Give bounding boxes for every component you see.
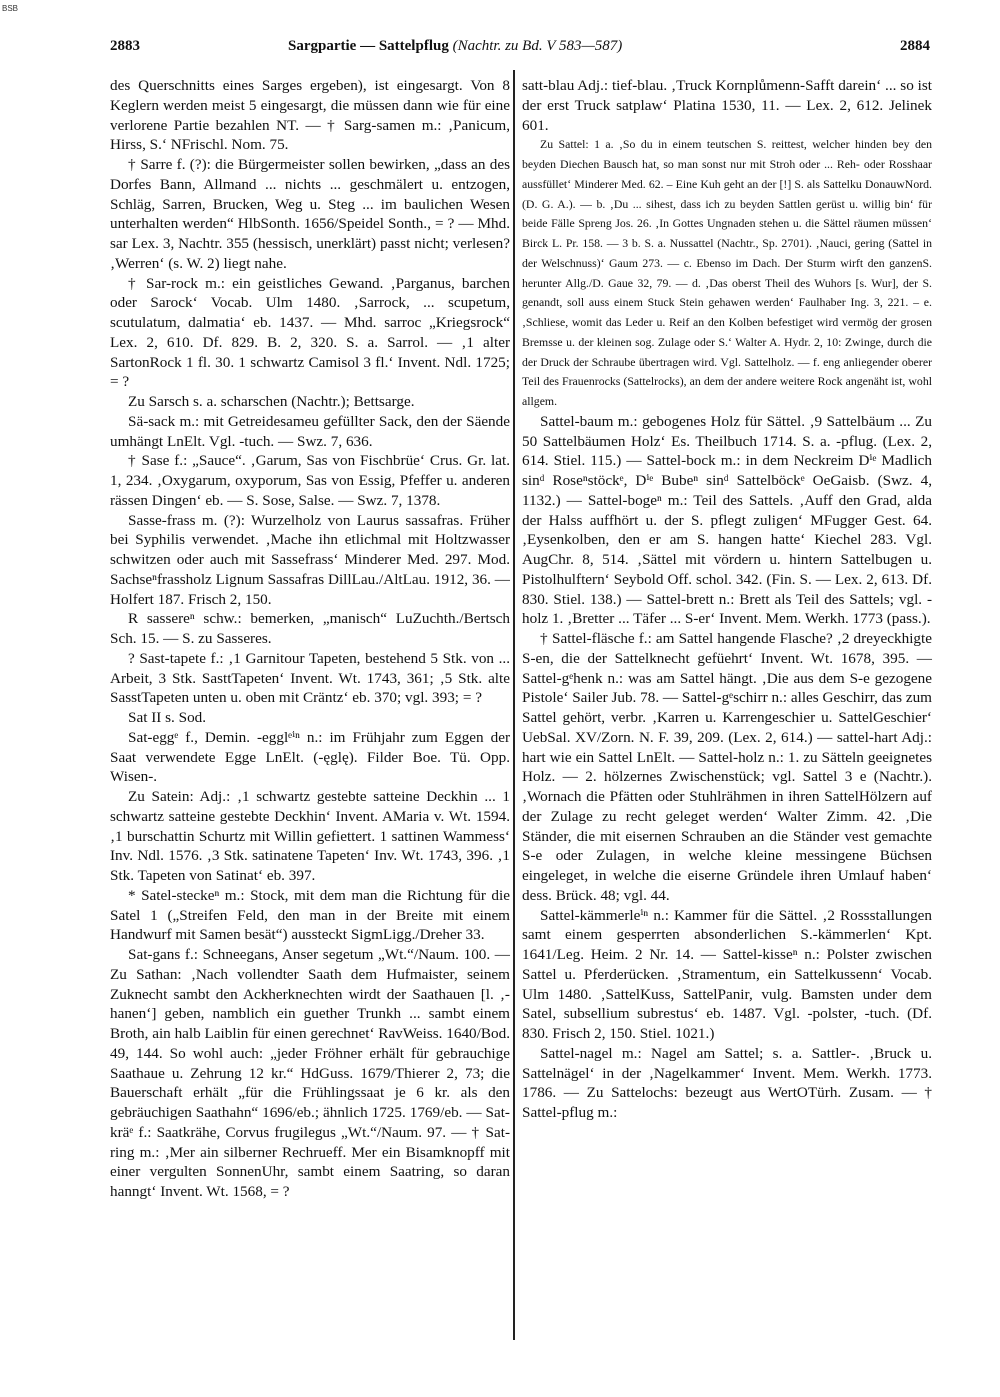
dictionary-entry: Sattel-nagel m.: Nagel am Sattel; s. a. Sattler-. ‚Bruck u. Sattelnägel‘ in der ‚Nagelkammer‘ Invent. Mem. Werkh. 1773. 1786. — Zu Sattelochs: bezeugt aus WertOTürh. Zusam. — † Sattel-pflug m.: [522, 1044, 932, 1121]
dictionary-entry: † Sattel-fläsche f.: am Sattel hangende Flasche? ‚2 dreyeckhigte S-en, die der Sattelknecht gefüehrt‘ Invent. Wt. 1678, 395. — Sattel-gᵉhenk n.: was am Sattel hängt. ‚Die aus dem S-e gezogene Pistole‘ Sailer Jub. 78. — Sattel-gᵉschirr n.: alles Geschirr, das zum Sattel gehört, verbr. ‚Karren u. Karrengeschier u. SattelGeschier‘ UebSal. XV/Zorn. N. F. 39, 209. (Lex. 2, 614.) — sattel-hart Adj.: hart wie ein Sattel LnElt. — Sattel-holz n.: 1. zu Sätteln geeignetes Holz. — 2. hölzernes Zwischenstück; vgl. Sattel 3 e (Nachtr.). ‚Wornach die Pfätten oder Stuhlrähmen in ihren SattelHölzern auf der Zulage zu recht geleget werden‘ Walter Zimm. 42. ‚Die Ständer, die mit eisernen Schrauben an die Ständer vest gemachte S-e oder Zulagen, in welche kleine messingene Büchsen eingeleget, in welche die eiserne Gründele ihren Umlauf haben‘ dess. Brück. 48; vgl. 44. [522, 630, 932, 904]
dictionary-entry: Zu Sattel: 1 a. ‚So du in einem teutschen S. reittest, welcher hinden bey den beyden Diechen Bausch hat, so man sonst nur mit Stroh oder ... Reh- oder Rosshaar aussfüllet‘ Minderer Med. 62. – Eine Kuh geht an der [!] S. als Sattelku DonauwNord. (D. G. A.). — b. ‚Du ... sihest, dass ich zu beyden Sattlen gerüst u. willig bin‘ für beide Fälle Spreng Jos. 26. ‚In Gottes Ungnaden stehen u. die Sättel räumen müssen‘ Birck L. Pr. 158. — 3 b. S. a. Nussattel (Nachtr., Sp. 2701). ‚Nauci, gering (Sattel in der Welschnuss)‘ Gaum 273. — c. Ebenso im Dach. Der Sturm wirft den ganzenS. herunter Allg./D. Gaue 32, 79. — d. ‚Das oberst Theil des Wuhors [s. Wur], der S. genandt, soll auss einem Stuck Stein gehawen werden‘ Faulhaber Ing. 3, 221. – e. ‚Schliese, womit das Leder u. Reif an den Kolben befestiget wird vermög der grosen Bremsse u. der kleinen sog. Zulage oder S.‘ Walter A. Hydr. 2, 10: Zwinge, durch die der Druck der Schraube übertragen wird. Vgl. Sattelholz. — f. eng anliegender oberer Teil des Frauenrocks (Sattelrocks), an dem der andere weitere Rock angenäht ist, wohl allgem. [522, 137, 932, 408]
dictionary-entry: Sattel-kämmerleⁱⁿ n.: Kammer für die Sättel. ‚2 Rossstallungen samt einem gesperrten absonderlichen S.-kämmerlen‘ Kpt. 1641/Leg. Heim. 2 Nr. 14. — Sattel-kisseⁿ n.: Polster zwischen Sattel u. Pferderücken. ‚Stramentum, ein Sattelkussenn‘ Vocab. Ulm 1480. ‚SattelKuss, SattelPanir, vulg. Bamsten under dem Satel, subsellium subrestus‘ eb. 1487. Vgl. -polster, -tuch. (Df. 830. Frisch 2, 150. Stiel. 1021.) [522, 906, 932, 1042]
dictionary-entry: † Sarre f. (?): die Bürgermeister sollen bewirken, „dass an des Dorfes Bann, Allmand ... nichts ... geschmälert u. entzogen, Schläg, Sarren, Brucken, Weg u. Steg ... im baulichen Wesen unterhalten werden“ HlbSonth. 1656/Speidel Sonth., = ? — Mhd. sar Lex. 3, Nachtr. 355 (hessisch, unerklärt) passt nicht; verlesen? ‚Werren‘ (s. W. 2) liegt nahe. [110, 156, 510, 272]
page-number-left: 2883 [110, 38, 140, 54]
title-reference: (Nachtr. zu Bd. V 583—587) [452, 38, 623, 54]
library-stamp: BSB [2, 4, 19, 13]
dictionary-entry: Sat-eggᵉ f., Demin. -egglᵉⁱⁿ n.: im Frühjahr zum Eggen der Saat verwendete Egge LnElt. (-ęglę). Filder Boe. Tü. Opp. Wisen-. [110, 728, 510, 786]
dictionary-entry: Sä-sack m.: mit Getreidesameu gefüllter Sack, den der Säende umhängt LnElt. Vgl. -tuch. — Swz. 7, 636. [110, 412, 510, 450]
dictionary-entry: † Sase f.: „Sauce“. ‚Garum, Sas von Fischbrüe‘ Crus. Gr. lat. 1, 234. ‚Oxygarum, oxyporum, Sas von Essig, Pfeffer u. anderen rässen Dingen‘ eb. — S. Sose, Salse. — Swz. 7, 1378. [110, 452, 510, 509]
dictionary-entry: Sattel-baum m.: gebogenes Holz für Sättel. ‚9 Sattelbäum ... Zu 50 Sattelbäumen Holz‘ Es. Theilbuch 1714. S. a. -pflug. (Lex. 2, 614. Stiel. 115.) — Sattel-bock m.: in dem Neckreim Dⁱᵉ Madlich sinᵈ Roseⁿstöckᵉ, Dⁱᵉ Bubeⁿ sinᵈ Sattelböckᵉ OeGaisb. (Swz. 4, 1132.) — Sattel-bogeⁿ m.: Teil des Sattels. ‚Auff den Grad, alda der Halss auffhört u. der S. pflegt zuligen‘ MFugger Gest. 64. ‚Eysenkolben, den er am S. hangen hatte‘ Kiechel 283. Vgl. AugChr. 8, 514. ‚Sättel mit vördern u. hintern Sattelbugen u. Pistolhulftern‘ Seybold Off. schol. 342. (Fin. S. — Lex. 2, 613. Df. 830. Stiel. 138.) — Sattel-brett n.: Brett als Teil des Sattels; vgl. -holz 1. ‚Bretter ... Täfer ... S-er‘ Invent. Mem. Werkh. 1773 (pass.). [522, 412, 932, 628]
dictionary-entry: Sat II s. Sod. [128, 709, 207, 726]
dictionary-entry: R sassereⁿ schw.: bemerken, „manisch“ LuZuchth./Bertsch Sch. 15. — S. zu Sasseres. [110, 610, 510, 647]
page-number-right: 2884 [900, 38, 930, 54]
dictionary-entry: Zu Sarsch s. a. scharschen (Nachtr.); Bettsarge. [128, 393, 415, 410]
dictionary-entry: ? Sast-tapete f.: ‚1 Garnitour Tapeten, bestehend 5 Stk. von ... Arbeit, 3 Stk. SasttTapeten‘ Invent. Wt. 1743, 361; ‚5 Stk. alte SasstTapeten unten u. oben mit Cräntz‘ eb. 370; vgl. 393; = ? [110, 649, 510, 707]
dictionary-entry: Sasse-frass m. (?): Wurzelholz von Laurus sassafras. Früher bei Syphilis verwendet. ‚Mache ihn etlichmal mit Holtzwasser schwitzen oder auch mit Sassefrass‘ Minderer Med. 297. Mod. Sachseⁿfrassholz Lignum Sassafras DillLau./AltLau. 1912, 36. — Holfert 187. Frisch 2, 150. [110, 511, 510, 608]
dictionary-entry: Zu Satein: Adj.: ‚1 schwartz gestebte satteine Deckhin ... 1 schwartz satteine gestebte Deckhin‘ Invent. AMaria v. Wt. 1594. ‚1 burschattin Schurtz mit Willin gefiettert. 1 sattinen Wammess‘ Inv. Ndl. 1576. ‚3 Stk. satinatene Tapeten‘ Inv. Wt. 1743, 396. ‚1 Stk. Tapeten von Satinat‘ eb. 397. [110, 788, 510, 884]
right-column [522, 76, 932, 1123]
column-divider [513, 70, 515, 1340]
page-header [110, 38, 930, 60]
dictionary-entry: Sat-gans f.: Schneegans, Anser segetum „Wt.“/Naum. 100. — Zu Sathan: ‚Nach vollendter Saath dem Hufmaister, seinem Zuknecht sambt den Ackherknechten wirdt der Saathauen [l. ‚-hanen‘] geben, namblich ein guether Trunkh ... sambt einem Broth, ain halb Laiblin für einen gerechnet‘ RavWeiss. 1640/Bod. 49, 144. So wohl auch: „jeder Fröhner erhält für gebrauchige Saathaue u. Zehrung 12 kr.“ HdGuss. 1679/Thierer 2, 73; die Bauerschaft erhält „für die Frühlingssaat je 6 kr. als den gebräuchigen Saathahn“ 1696/eb.; ähnlich 1725. 1769/eb. — Sat-kräᵉ f.: Saatkrähe, Corvus frugilegus „Wt.“/Naum. 97. — † Sat-ring m.: ‚Mer ain silberner Rechrueff. Mer ein Bisamknopff mit einer vergulten SonnenUhr, sambt einem Saatring, so daran hanngt‘ Invent. Wt. 1568, = ? [110, 946, 510, 1200]
left-column [110, 76, 510, 1202]
dictionary-entry: * Satel-steckeⁿ m.: Stock, mit dem man die Richtung für die Satel 1 („Streifen Feld, den man in der Breite mit einem Handwurf mit Samen besät“) aussteckt SigmLigg./Dreher 33. [110, 886, 510, 944]
dictionary-entry: satt-blau Adj.: tief-blau. ‚Truck Kornplůmenn-Safft darein‘ ... so ist der erst Truck satplaw‘ Platina 1530, 11. — Lex. 2, 612. Jelinek 601. [522, 77, 932, 134]
dictionary-entry: des Querschnitts eines Sarges ergeben), ist eingesargt. Von 8 Keglern werden meist 5 eingesargt, die müssen dann wie für eine verlorene Partie bezahlen NT. — † Sarg-samen m.: ‚Panicum, Hirss, S.‘ NFrischl. Nom. 75. [110, 77, 510, 154]
dictionary-entry: † Sar-rock m.: ein geistliches Gewand. ‚Parganus, barchen oder Sarock‘ Vocab. Ulm 1480. ‚Sarrock, ... scupetum, scutulatum, dalmatia‘ eb. 1437. — Mhd. sarroc „Kriegsrock“ Lex. 2, 610. Df. 829. B. 2, 320. S. a. Sarrol. — ‚1 alter SartonRock 1 fl. 30. 1 schwartz Camisol 3 fl.‘ Invent. Ndl. 1725; = ? [110, 274, 510, 391]
title-text: Sargpartie — Sattelpflug [288, 38, 449, 54]
page-title [288, 38, 622, 55]
